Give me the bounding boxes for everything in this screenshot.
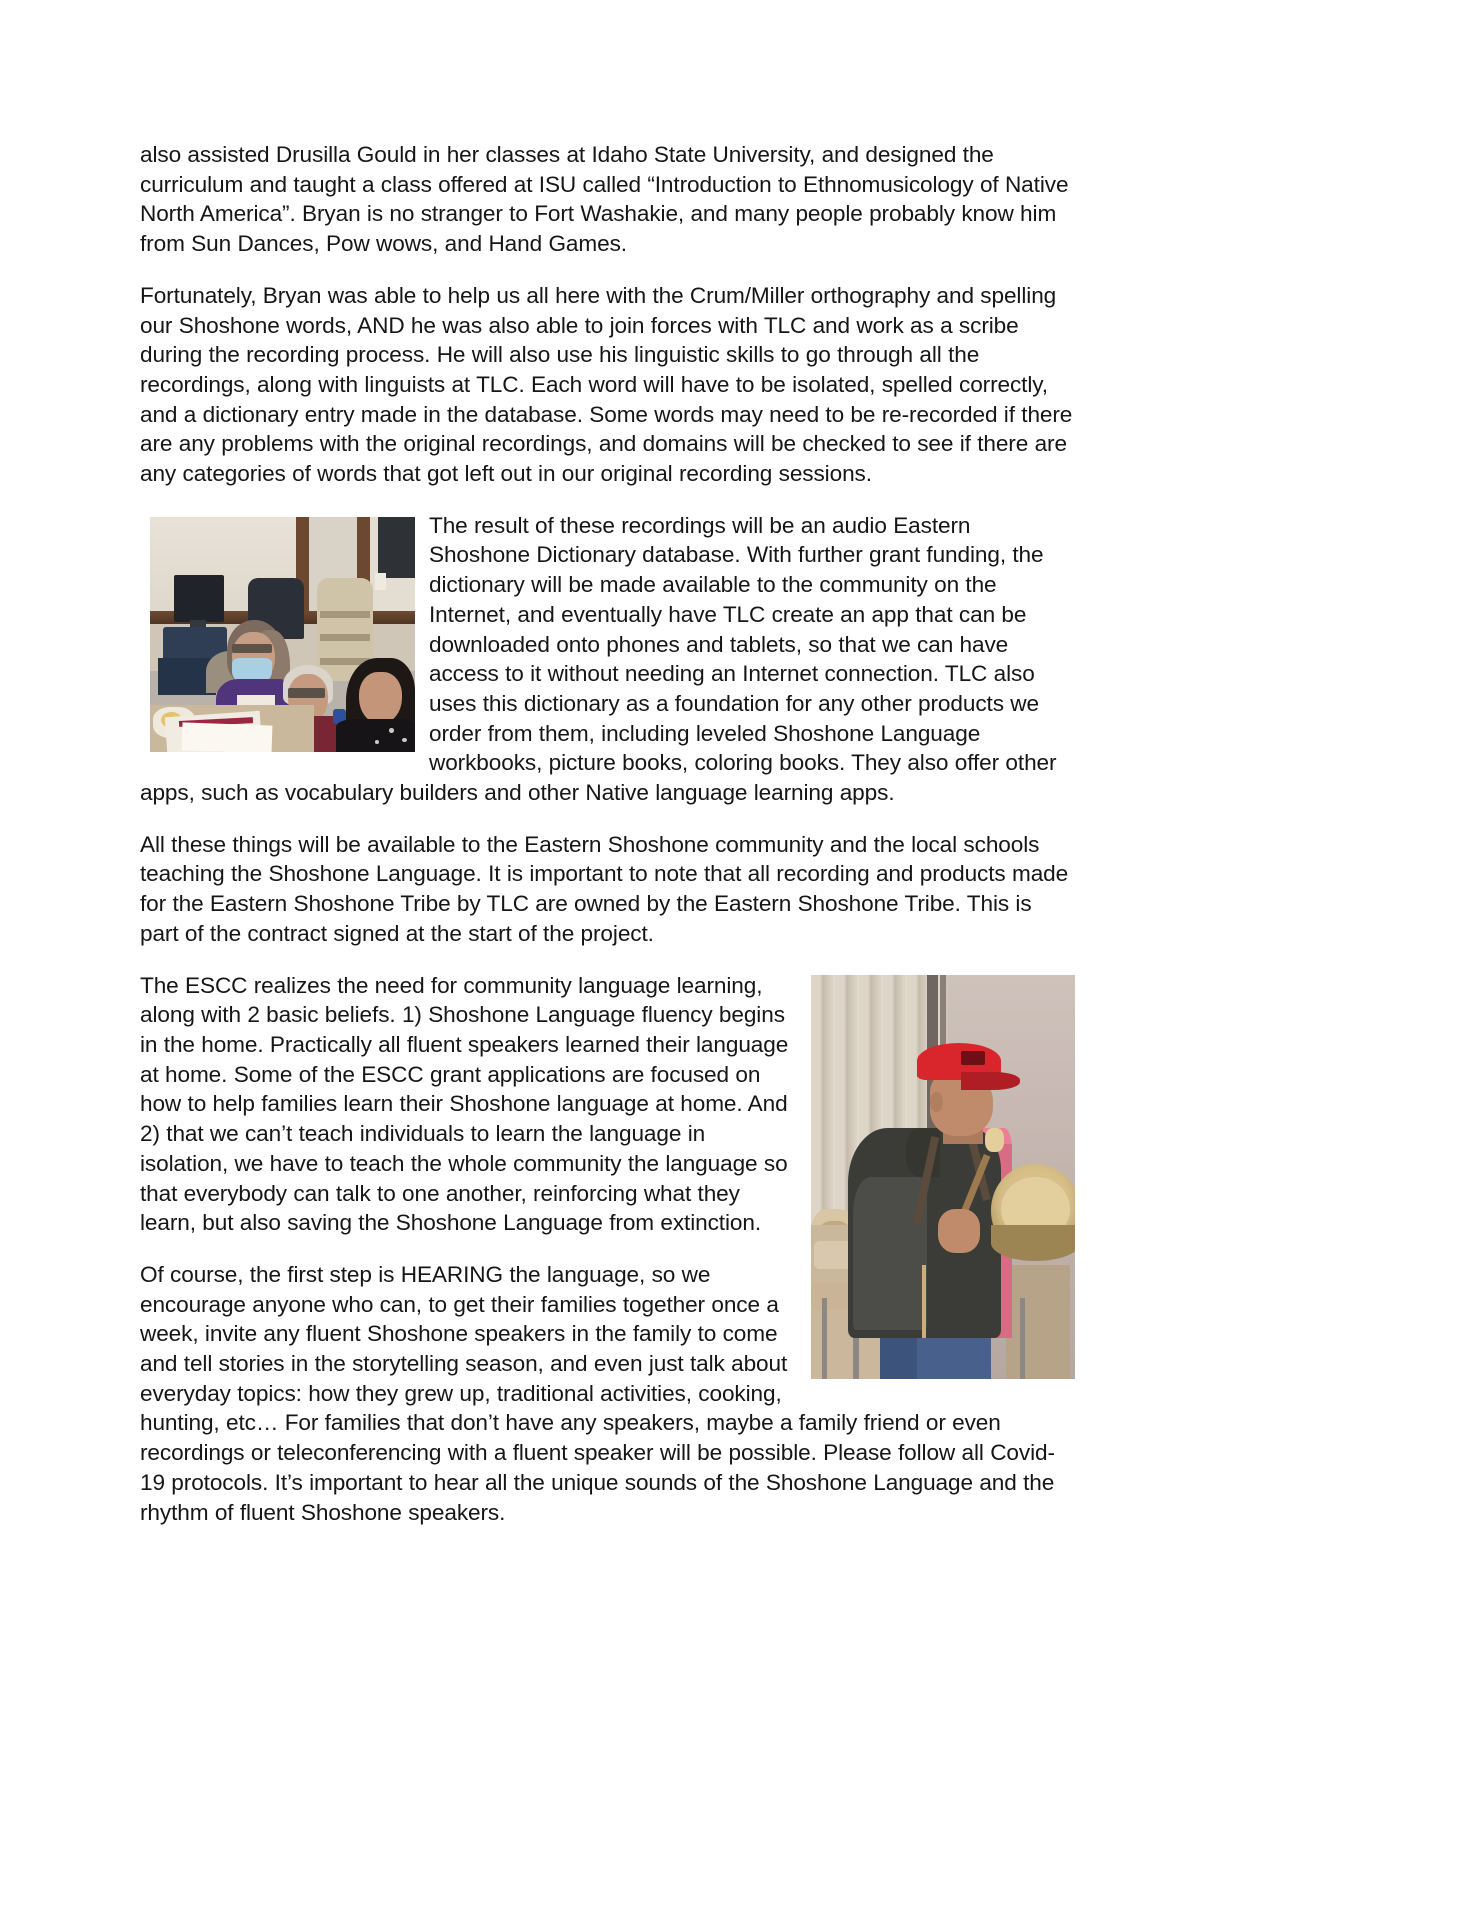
photo1-woman-right-blouse — [336, 719, 416, 752]
photo2-drum-beater-head — [985, 1128, 1003, 1152]
paragraph-dictionary-database: The result of these recordings will be an audio Eastern Shoshone Dictionary database. With further grant funding, the dictionary will be made available to the community on the Internet, and eventually have TLC create an app that can be downloaded onto phones and tablets, so that we can have access to it without needing an Internet connection. TLC also uses this dictionary as a foundation for any other products we order from them, including leveled Shoshone Language workbooks, picture books, coloring books. They also offer other apps, such as vocabulary builders and other Native language learning apps. — [140, 512, 1057, 806]
photo1-light-switch — [375, 573, 386, 589]
photo1-woman-right-face — [359, 672, 401, 724]
paragraph-orthography-and-scribe: Fortunately, Bryan was able to help us all here with the Crum/Miller orthography and spelling our Shoshone words, AND he was also able to join forces with TLC and work as a scribe during the recording process. He will also use his linguistic skills to go through all the recordings, along with linguists at TLC. Each word will have to be isolated, spelled correctly, and a dictionary entry made in the database. Some words may need to be re-recorded if there are any problems with the original recordings, and domains will be checked to see if there are any categories of words that got left out in our original recording sessions. — [140, 282, 1073, 487]
photo2-jacket-zipper — [922, 1265, 926, 1338]
photo-elders-recording-session — [150, 517, 415, 752]
photo2-cap-logo — [961, 1051, 985, 1065]
photo-man-with-hand-drum — [811, 975, 1075, 1379]
document-body — [140, 140, 1075, 1527]
photo1-chair-stack-line — [320, 634, 370, 641]
photo1-woman-center-glasses — [288, 688, 325, 697]
photo1-blouse-dot — [389, 728, 394, 733]
photo2-chair-leg — [822, 1298, 827, 1379]
photo1-papers-top — [181, 722, 272, 752]
photo1-chair-stack-line — [320, 611, 370, 618]
photo2-dark-jacket-highlight — [853, 1177, 927, 1331]
paragraph-escc-basic-beliefs: The ESCC realizes the need for community language learning, along with 2 basic beliefs. 1) Shoshone Language fluency begins in the home. Practically all fluent speakers learned their language at home. Some of the ESCC grant applications are focused on how to help families learn their Shoshone language at home. And 2) that we can’t teach individuals to learn the language in isolation, we have to teach the whole community the language so that everybody can talk to one another, reinforcing what they learn, but also saving the Shoshone Language from extinction. — [140, 972, 789, 1236]
paragraph-ownership-contract: All these things will be available to the Eastern Shoshone community and the local schools teaching the Shoshone Language. It is important to note that all recording and products made for the Eastern Shoshone Tribe by TLC are owned by the Eastern Shoshone Tribe. This is part of the contract signed at the start of the project. — [140, 831, 1069, 946]
photo1-woman-left-glasses — [232, 644, 272, 653]
paragraph-hearing-the-language: Of course, the first step is HEARING the language, so we encourage anyone who can, to get their families together once a week, invite any fluent Shoshone speakers in the family to come and tell stories in the storytelling season, and even just talk about everyday topics: how they grew up, traditional activities, cooking, hunting, etc… For families that don’t have any speakers, maybe a family friend or even recordings or teleconferencing with a fluent speaker will be possible. Please follow all Covid-19 protocols. It’s important to hear all the unique sounds of the Shoshone Language and the rhythm of fluent Shoshone speakers. — [140, 1261, 1055, 1525]
photo2-chair-leg — [1020, 1298, 1025, 1379]
photo2-cap-brim — [961, 1072, 1019, 1090]
photo2-stacked-chairs-right — [1006, 1265, 1069, 1378]
photo2-ear — [930, 1092, 943, 1112]
photo2-hand — [938, 1209, 980, 1253]
paragraph-bryan-background: also assisted Drusilla Gould in her classes at Idaho State University, and designed the curriculum and taught a class offered at ISU called “Introduction to Ethnomusicology of Native North America”. Bryan is no stranger to Fort Washakie, and many people probably know him from Sun Dances, Pow wows, and Hand Games. — [140, 142, 1069, 257]
photo1-dark-panel — [378, 517, 415, 578]
photo1-monitor — [174, 575, 224, 622]
